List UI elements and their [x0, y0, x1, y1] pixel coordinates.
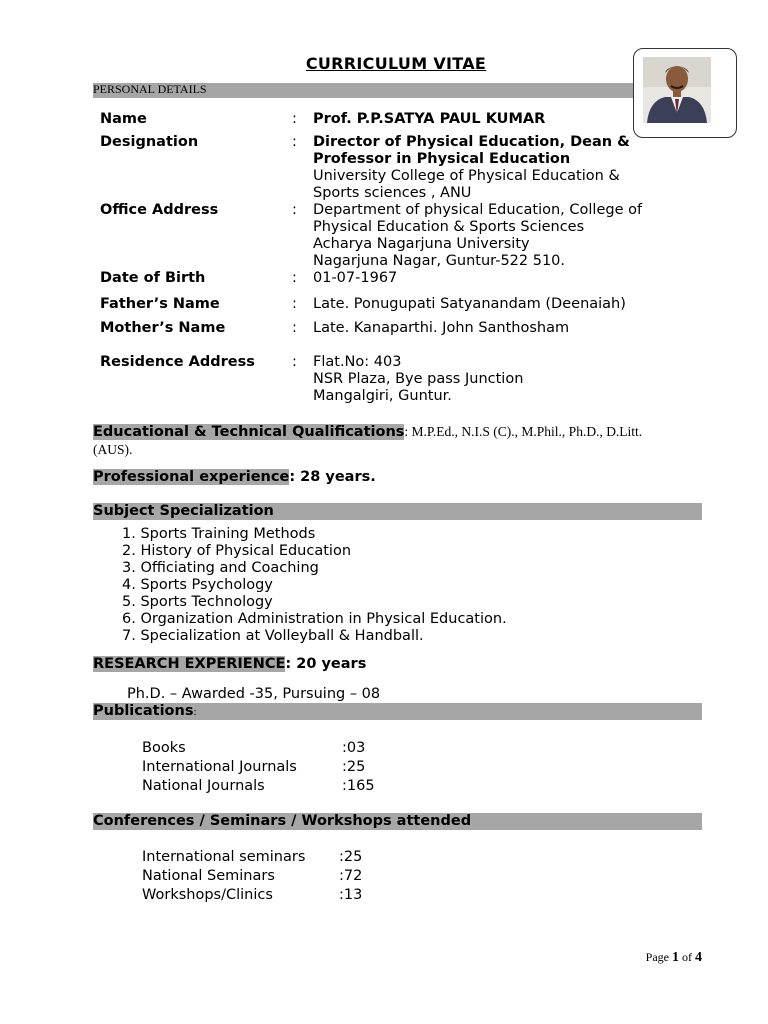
office-line-1: Department of physical Education, College of [313, 202, 643, 218]
residence-line-3: Mangalgiri, Guntur. [313, 388, 452, 404]
mother-name-colon: : [292, 320, 297, 336]
name-colon: : [292, 111, 297, 127]
residence-address-value [313, 354, 523, 405]
office-line-2: Physical Education & Sports Sciences [313, 219, 585, 235]
office-line-4: Nagarjuna Nagar, Guntur-522 510. [313, 253, 566, 269]
conference-value: :72 [339, 868, 363, 884]
publication-value: :165 [342, 778, 375, 794]
publication-row [142, 739, 366, 758]
list-item: 4. Sports Psychology [122, 577, 273, 593]
page-current: 1 [672, 950, 679, 965]
conference-row [142, 886, 363, 905]
conference-label: Workshops/Clinics [142, 887, 273, 903]
page-word: Page [645, 950, 669, 964]
list-item: 2. History of Physical Education [122, 543, 352, 559]
conference-label: International seminars [142, 849, 306, 865]
publications-heading-colon: : [193, 706, 197, 718]
publication-label: National Journals [142, 778, 265, 794]
education-value-cont: (AUS). [93, 442, 133, 457]
dob-colon: : [292, 270, 297, 286]
experience-value: : 28 years. [289, 469, 376, 485]
publication-value: :03 [342, 740, 366, 756]
dob-value: 01-07-1967 [313, 270, 398, 286]
research-section [93, 656, 366, 672]
publications-heading: Publications [93, 703, 194, 719]
conferences-heading: Conferences / Seminars / Workshops attended [93, 813, 702, 830]
publication-value: :25 [342, 759, 366, 775]
residence-address-label: Residence Address [100, 354, 255, 370]
research-value: : 20 years [285, 656, 367, 672]
personal-details-heading: PERSONAL DETAILS [93, 82, 207, 96]
name-label: Name [100, 111, 147, 127]
designation-line-4: Sports sciences , ANU [313, 185, 472, 201]
specialization-heading: Subject Specialization [93, 503, 702, 520]
residence-address-colon: : [292, 354, 297, 370]
office-address-label: Office Address [100, 202, 219, 218]
list-item: 1. Sports Training Methods [122, 526, 316, 542]
designation-value [313, 134, 630, 202]
publication-row [142, 777, 375, 796]
conference-label: National Seminars [142, 868, 275, 884]
conference-value: :25 [339, 849, 363, 865]
publication-label: International Journals [142, 759, 297, 775]
phd-summary: Ph.D. – Awarded -35, Pursuing – 08 [127, 686, 381, 702]
designation-label: Designation [100, 134, 199, 150]
name-value: Prof. P.P.SATYA PAUL KUMAR [313, 111, 546, 127]
mother-name-label: Mother’s Name [100, 320, 226, 336]
office-line-3: Acharya Nagarjuna University [313, 236, 530, 252]
dob-label: Date of Birth [100, 270, 206, 286]
designation-line-3: University College of Physical Education & [313, 168, 620, 184]
education-value: : M.P.Ed., N.I.S (C)., M.Phil., Ph.D., D.Litt. [404, 424, 643, 439]
education-section [93, 423, 702, 459]
office-address-value [313, 202, 642, 270]
residence-line-2: NSR Plaza, Bye pass Junction [313, 371, 524, 387]
publication-row [142, 758, 366, 777]
publication-label: Books [142, 740, 186, 756]
specialization-list [122, 526, 507, 645]
conference-row [142, 867, 363, 886]
publications-heading-bar [93, 703, 702, 720]
designation-line-2: Professor in Physical Education [313, 151, 571, 167]
experience-heading: Professional experience [93, 469, 290, 485]
mother-name-value: Late. Kanaparthi. John Santhosham [313, 320, 570, 336]
father-name-colon: : [292, 296, 297, 312]
page-total: 4 [695, 950, 702, 965]
list-item: 7. Specialization at Volleyball & Handball. [122, 628, 424, 644]
of-word: of [682, 950, 692, 964]
document-title: CURRICULUM VITAE [305, 54, 487, 73]
residence-line-1: Flat.No: 403 [313, 354, 402, 370]
list-item: 5. Sports Technology [122, 594, 273, 610]
conference-value: :13 [339, 887, 363, 903]
designation-line-1: Director of Physical Education, Dean & [313, 134, 630, 150]
page-number [646, 950, 702, 966]
research-heading: RESEARCH EXPERIENCE [93, 656, 286, 672]
father-name-value: Late. Ponugupati Satyanandam (Deenaiah) [313, 296, 626, 312]
conference-row [142, 848, 363, 867]
designation-colon: : [292, 134, 297, 150]
experience-section [93, 469, 376, 485]
office-address-colon: : [292, 202, 297, 218]
father-name-label: Father’s Name [100, 296, 220, 312]
education-heading: Educational & Technical Qualifications [93, 424, 405, 440]
list-item: 6. Organization Administration in Physical Education. [122, 611, 507, 627]
portrait-photo [643, 57, 711, 123]
list-item: 3. Officiating and Coaching [122, 560, 319, 576]
